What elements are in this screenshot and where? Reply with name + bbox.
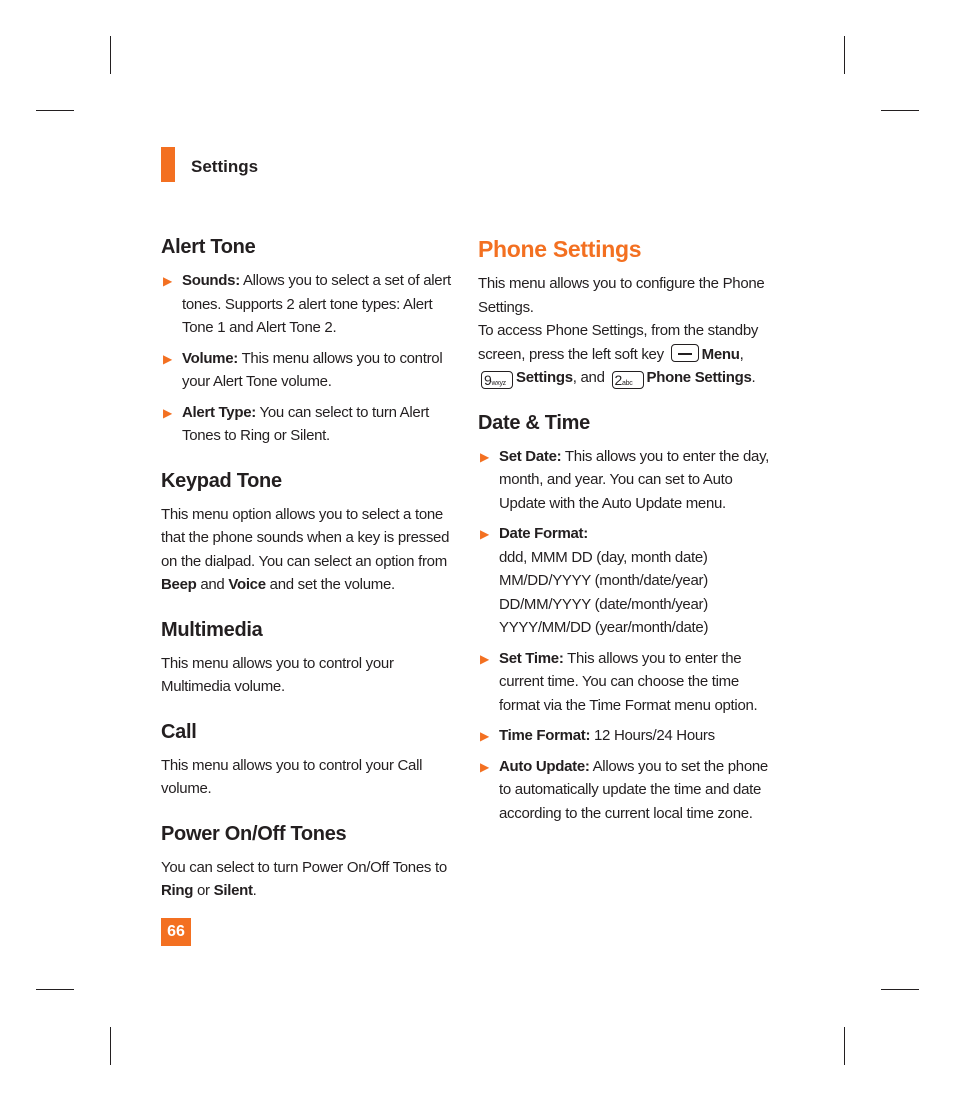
list-item: ▶ Volume: This menu allows you to control your Alert Tone volume. [163, 349, 443, 390]
call-section [161, 721, 451, 801]
phone-settings-heading: Phone Settings [478, 236, 642, 262]
list-item: ▶ Auto Update: Allows you to set the phone to automatically update the time and date according to the current local time zone. [480, 757, 768, 822]
crop-mark [36, 110, 74, 111]
list-item: ▶ Alert Type: You can select to turn Alert Tones to Ring or Silent. [163, 403, 430, 444]
date-format-option: MM/DD/YYYY (month/date/year) [499, 572, 708, 589]
power-tones-text: You can select to turn Power On/Off Tones to Ring or Silent. [161, 858, 447, 899]
page-number: 66 [161, 918, 191, 946]
key-9-icon: 9wxyz [481, 371, 513, 389]
crop-mark [881, 110, 919, 111]
crop-mark [110, 1027, 111, 1065]
bullet-arrow-icon: ▶ [480, 759, 489, 774]
right-column [478, 236, 778, 847]
alert-tone-section [161, 236, 451, 448]
date-time-heading: Date & Time [478, 411, 590, 434]
crop-mark [844, 1027, 845, 1065]
bullet-arrow-icon: ▶ [163, 274, 172, 288]
phone-settings-section [478, 236, 778, 390]
bullet-arrow-icon: ▶ [480, 729, 489, 743]
crop-mark [844, 36, 845, 74]
bullet-arrow-icon: ▶ [480, 449, 489, 464]
alert-tone-list [161, 269, 451, 448]
date-format-option: DD/MM/YYYY (date/month/year) [499, 595, 708, 613]
power-tones-heading: Power On/Off Tones [161, 822, 347, 845]
bullet-arrow-icon: ▶ [163, 405, 172, 420]
list-item: ▶ Date Format: ddd, MMM DD (day, month date) MM/DD/YYYY (month/date/year) DD/MM/YYYY (date/month/year) YYYY/MM/DD (year/month/date) [480, 525, 709, 636]
date-time-list [478, 445, 778, 826]
list-item: ▶ Set Date: This allows you to enter the day, month, and year. You can set to Auto Update with the Auto Update menu. [480, 447, 770, 512]
section-header: Settings [191, 157, 259, 176]
date-time-section [478, 412, 778, 826]
call-heading: Call [161, 720, 197, 743]
section-tab-marker [161, 147, 175, 182]
date-format-option: YYYY/MM/DD (year/month/date) [499, 619, 709, 636]
phone-settings-access: To access Phone Settings, from the standby screen, press the left soft key Menu, 9wxyz Settings, and 2abc Phone Settings. [478, 322, 759, 388]
keypad-tone-section [161, 470, 451, 597]
multimedia-heading: Multimedia [161, 618, 263, 641]
list-item: ▶ Set Time: This allows you to enter the current time. You can choose the time format via the Time Format menu option. [480, 649, 758, 714]
left-column [161, 236, 451, 925]
keypad-tone-heading: Keypad Tone [161, 469, 282, 492]
bullet-arrow-icon: ▶ [163, 351, 172, 366]
crop-mark [110, 36, 111, 74]
date-format-option: ddd, MMM DD (day, month date) [499, 548, 708, 566]
list-item: ▶ Time Format: 12 Hours/24 Hours [480, 727, 715, 744]
keypad-tone-text: This menu option allows you to select a tone that the phone sounds when a key is pressed on the dialpad. You can select an option from Beep and Voice and set the volume. [161, 505, 450, 593]
left-soft-key-icon [671, 344, 699, 362]
list-item: ▶ Sounds: Allows you to select a set of alert tones. Supports 2 alert tone types: Alert Tone 1 and Alert Tone 2. [163, 272, 451, 336]
power-tones-section [161, 823, 451, 903]
crop-mark [881, 989, 919, 990]
bullet-arrow-icon: ▶ [480, 651, 489, 666]
bullet-arrow-icon: ▶ [480, 527, 489, 541]
key-2-icon: 2abc [612, 371, 644, 389]
call-text: This menu allows you to control your Call volume. [161, 756, 423, 797]
crop-mark [36, 989, 74, 990]
multimedia-text: This menu allows you to control your Multimedia volume. [161, 654, 394, 695]
multimedia-section [161, 619, 451, 699]
alert-tone-heading: Alert Tone [161, 236, 256, 258]
phone-settings-intro: This menu allows you to configure the Phone Settings. [478, 275, 765, 316]
